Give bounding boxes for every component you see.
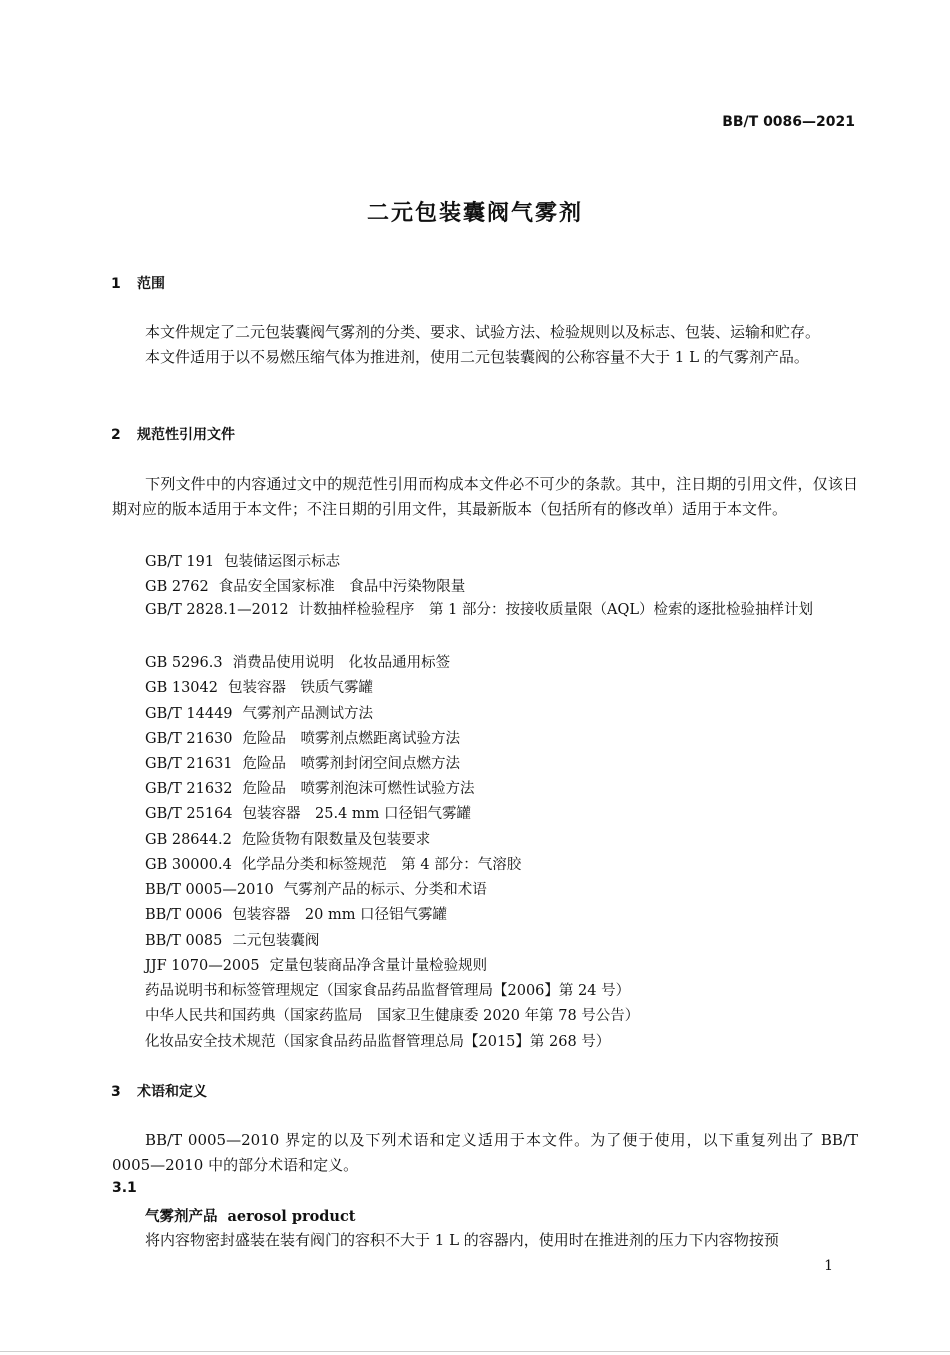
reference-item: GB/T 191 包装储运图示标志 bbox=[145, 554, 341, 570]
page-bottom-divider bbox=[0, 1351, 950, 1352]
section-2-heading bbox=[111, 424, 235, 444]
standard-code: BB/T 0086—2021 bbox=[722, 114, 855, 130]
reference-item: GB/T 21631 危险品 喷雾剂封闭空间点燃方法 bbox=[145, 756, 461, 772]
section-title: 术语和定义 bbox=[137, 1084, 207, 1100]
section-title: 范围 bbox=[137, 276, 165, 292]
reference-item: GB 2762 食品安全国家标准 食品中污染物限量 bbox=[145, 579, 466, 595]
reference-item: GB 13042 包装容器 铁质气雾罐 bbox=[145, 680, 373, 696]
subsection-number: 3.1 bbox=[112, 1180, 137, 1196]
term-definition: 将内容物密封盛装在装有阀门的容积不大于 1 L 的容器内，使用时在推进剂的压力下内容物按预 bbox=[145, 1231, 779, 1249]
section-3-heading bbox=[111, 1081, 207, 1101]
page-number: 1 bbox=[824, 1258, 833, 1274]
section-1-paragraph-1: 本文件规定了二元包装囊阀气雾剂的分类、要求、试验方法、检验规则以及标志、包装、运输和贮存。 bbox=[145, 323, 821, 341]
document-title: 二元包装囊阀气雾剂 bbox=[366, 201, 583, 226]
term-heading bbox=[145, 1205, 355, 1226]
term-english: aerosol product bbox=[227, 1208, 356, 1225]
section-3-intro: BB/T 0005—2010 界定的以及下列术语和定义适用于本文件。为了便于使用，以下重复列出了 BB/T 0005—2010 中的部分术语和定义。 bbox=[112, 1131, 858, 1175]
reference-item: GB/T 14449 气雾剂产品测试方法 bbox=[145, 706, 374, 722]
section-title: 规范性引用文件 bbox=[137, 427, 235, 443]
regulation-item: 化妆品安全技术规范（国家食品药品监督管理总局【2015】第 268 号） bbox=[145, 1034, 611, 1050]
section-1-heading bbox=[111, 273, 165, 293]
reference-item: GB/T 21632 危险品 喷雾剂泡沫可燃性试验方法 bbox=[145, 781, 475, 797]
section-number: 1 bbox=[111, 276, 121, 292]
reference-item: GB/T 25164 包装容器 25.4 mm 口径铝气雾罐 bbox=[145, 806, 472, 822]
section-number: 2 bbox=[111, 427, 121, 443]
section-1-paragraph-2: 本文件适用于以不易燃压缩气体为推进剂，使用二元包装囊阀的公称容量不大于 1 L 的气雾剂产品。 bbox=[145, 348, 809, 366]
section-number: 3 bbox=[111, 1084, 121, 1100]
reference-item: BB/T 0085 二元包装囊阀 bbox=[145, 933, 320, 949]
term-chinese: 气雾剂产品 bbox=[145, 1208, 218, 1225]
reference-item: JJF 1070—2005 定量包装商品净含量计量检验规则 bbox=[145, 958, 488, 974]
reference-item: GB/T 21630 危险品 喷雾剂点燃距离试验方法 bbox=[145, 731, 461, 747]
reference-item: BB/T 0005—2010 气雾剂产品的标示、分类和术语 bbox=[145, 882, 487, 898]
reference-item: GB 5296.3 消费品使用说明 化妆品通用标签 bbox=[145, 655, 451, 671]
regulation-item: 中华人民共和国药典（国家药监局 国家卫生健康委 2020 年第 78 号公告） bbox=[145, 1008, 640, 1024]
section-2-intro: 下列文件中的内容通过文中的规范性引用而构成本文件必不可少的条款。其中，注日期的引用文件，仅该日期对应的版本适用于本文件；不注日期的引用文件，其最新版本（包括所有的修改单）适用于本文件。 bbox=[112, 475, 858, 519]
regulation-item: 药品说明书和标签管理规定（国家食品药品监督管理局【2006】第 24 号） bbox=[145, 983, 631, 999]
reference-item: BB/T 0006 包装容器 20 mm 口径铝气雾罐 bbox=[145, 907, 448, 923]
reference-item: GB 28644.2 危险货物有限数量及包装要求 bbox=[145, 832, 431, 848]
reference-item: GB/T 2828.1—2012 计数抽样检验程序 第 1 部分：按接收质量限（AQL）检索的逐批检验抽样计划 bbox=[145, 602, 813, 618]
reference-item: GB 30000.4 化学品分类和标签规范 第 4 部分：气溶胶 bbox=[145, 857, 522, 873]
